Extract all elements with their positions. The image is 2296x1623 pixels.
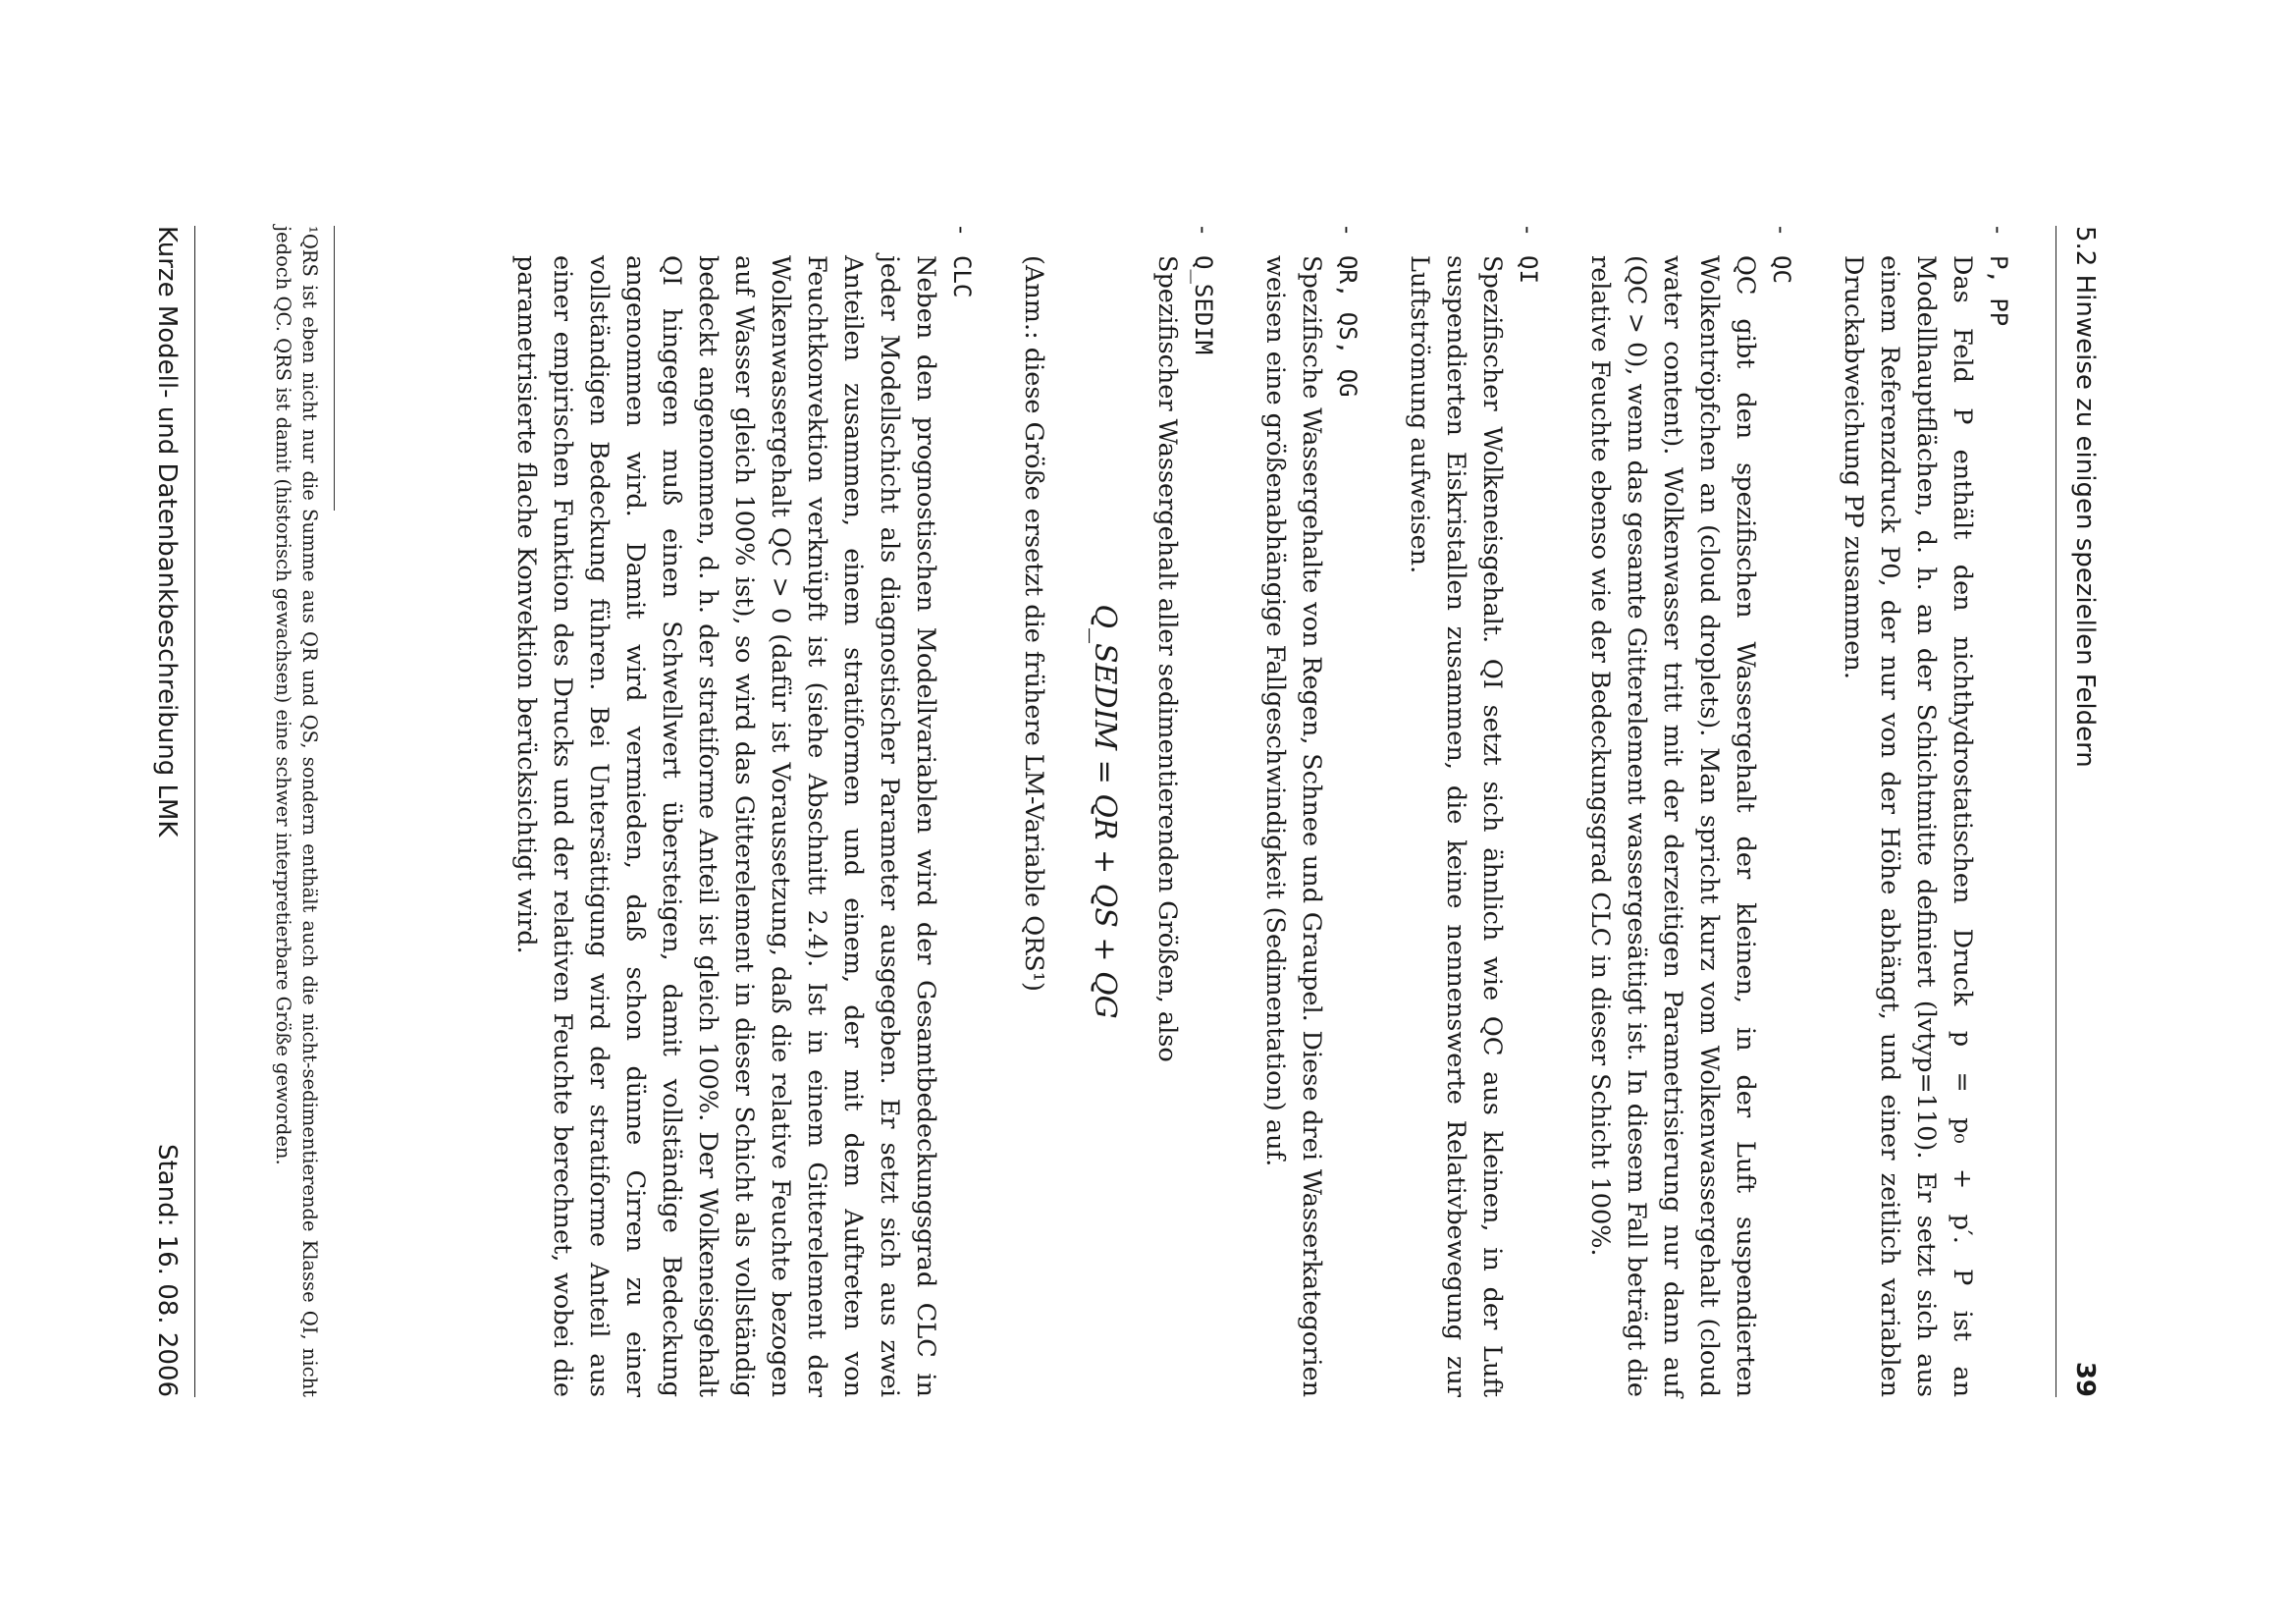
document-title: Kurze Modell- und Datenbankbeschreibung LMK xyxy=(152,226,182,838)
page-footer xyxy=(136,226,195,1397)
field-title: QC xyxy=(1768,255,1795,284)
field-description: Spezifischer Wolkeneisgehalt. QI setzt sich ähnlich wie QC aus kleinen, in der Luft suspendierten Eiskristallen zusammen, die keine nennenswerte Relativbewegung zur Luftströmung aufweisen. xyxy=(1405,255,1507,1397)
page-number: 39 xyxy=(2070,1361,2100,1397)
footnote-rule xyxy=(334,226,335,511)
field-item-clc: -CLC Neben den prognostischen Modellvariablen wird der Gesamtbedeckungsgrad CLC in jeder Modellschicht als diagnostischer Parameter ausgegeben. Er setzt sich aus zwei Anteilen zusammen, einem stratiformen und einem, der mit dem Auftreten von Feuchtkonvektion verknüpft ist (siehe Abschnitt 2.4). Ist in einem Gitterelement der Wolkenwassergehalt QC > 0 (dafür ist Voraussetzung, daß die relative Feuchte bezogen auf Wasser gleich 100% ist), so wird das Gitterelement in dieser Schicht als vollständig bedeckt angenommen, d. h. der stratiforme Anteil ist gleich 100%. Der Wolkeneisgehalt QI hingegen muß einen Schwellwert übersteigen, damit vollständige Bedeckung angenommen wird. Damit wird vermieden, daß schon dünne Cirren zu einer vollständigen Bedeckung führen. Bei Untersättigung wird der stratiforme Anteil aus einer empirischen Funktion des Drucks und der relativen Feuchte berechnet, wobei die parametrisierte flache Konvektion berücksichtigt wird. xyxy=(507,226,980,1397)
field-title: QR, QS, QG xyxy=(1334,255,1362,398)
page-header xyxy=(2060,226,2100,1397)
footer-rule xyxy=(194,226,195,1397)
field-title: Q_SEDIM xyxy=(1190,255,1217,355)
field-description: Neben den prognostischen Modellvariablen wird der Gesamtbedeckungsgrad CLC in jeder Modellschicht als diagnostischer Parameter ausgegeben. Er setzt sich aus zwei Anteilen zusammen, einem stratiformen und einem, der mit dem Auftreten von Feuchtkonvektion verknüpft ist (siehe Abschnitt 2.4). Ist in einem Gitterelement der Wolkenwassergehalt QC > 0 (dafür ist Voraussetzung, daß die relative Feuchte bezogen auf Wasser gleich 100% ist), so wird das Gitterelement in dieser Schicht als vollständig bedeckt angenommen, d. h. der stratiforme Anteil ist gleich 100%. Der Wolkeneisgehalt QI hingegen muß einen Schwellwert übersteigen, damit vollständige Bedeckung angenommen wird. Damit wird vermieden, daß schon dünne Cirren zu einer vollständigen Bedeckung führen. Bei Untersättigung wird der stratiforme Anteil aus einer empirischen Funktion des Drucks und der relativen Feuchte berechnet, wobei die parametrisierte flache Konvektion berücksichtigt wird. xyxy=(511,255,940,1397)
field-title: CLC xyxy=(948,255,976,298)
field-item-qc: -QC QC gibt den spezifischen Wassergehalt der kleinen, in der Luft suspendierten Wolkentröpfchen an (cloud droplets). Man spricht kurz vom Wolkenwassergehalt (cloud water content). Wolkenwasser tritt mit der derzeitigen Parametrisierung nur dann auf (QC > 0), wenn das gesamte Gitterelement wassergesättigt ist. In diesem Fall beträgt die relative Feuchte ebenso wie der Bedeckungsgrad CLC in dieser Schicht 100%. xyxy=(1581,226,1799,1397)
page-body xyxy=(472,226,2016,1397)
field-title: P, PP xyxy=(1985,255,2012,327)
field-title: QI xyxy=(1515,255,1542,284)
q-sedim-formula: Q_SEDIM = QR + QS + QG xyxy=(1088,604,1122,1019)
field-note: (Anm.: diese Größe ersetzt die frühere LM-Variable QRS¹) xyxy=(1019,255,1048,992)
field-item-qr-qs-qg: -QR, QS, QG Spezifische Wassergehalte von Regen, Schnee und Graupel. Diese drei Wasserkategorien weisen eine größenabhängige Fallgeschwindigkeit (Sedimentation) auf. xyxy=(1256,226,1365,1397)
field-description: Das Feld P enthält den nichthydrostatischen Druck p = p₀ + p′. P ist an Modellhauptflächen, d. h. an der Schichtmitte definiert (lvtyp=110). Er setzt sich aus einem Referenzdruck P0, der nur von der Höhe abhängt, und einer zeitlich variablen Druckabweichung PP zusammen. xyxy=(1839,255,1977,1397)
field-description: Spezifische Wassergehalte von Regen, Schnee und Graupel. Diese drei Wasserkategorien weisen eine größenabhängige Fallgeschwindigkeit (Sedimentation) auf. xyxy=(1260,255,1326,1397)
section-title: 5.2 Hinweise zu einigen speziellen Feldern xyxy=(2070,226,2100,768)
footnote: ¹QRS ist eben nicht nur die Summe aus QR und QS, sondern enthält auch die nicht-sedimentierende Klasse QI, nicht jedoch QC. QRS ist damit (historisch gewachsen) eine schwer interpretierbare Größe geworden. xyxy=(272,226,321,1397)
field-description: QC gibt den spezifischen Wassergehalt der kleinen, in der Luft suspendierten Wolkentröpfchen an (cloud droplets). Man spricht kurz vom Wolkenwassergehalt (cloud water content). Wolkenwasser tritt mit der derzeitigen Parametrisierung nur dann auf (QC > 0), wenn das gesamte Gitterelement wassergesättigt ist. In diesem Fall beträgt die relative Feuchte ebenso wie der Bedeckungsgrad CLC in dieser Schicht 100%. xyxy=(1585,255,1760,1397)
document-date: Stand: 16. 08. 2006 xyxy=(152,1143,182,1397)
field-item-p-pp: -P, PP Das Feld P enthält den nichthydrostatischen Druck p = p₀ + p′. P ist an Modellhauptflächen, d. h. an der Schichtmitte definiert (lvtyp=110). Er setzt sich aus einem Referenzdruck P0, der nur von der Höhe abhängt, und einer zeitlich variablen Druckabweichung PP zusammen. xyxy=(1835,226,2016,1397)
field-item-q-sedim: -Q_SEDIM Spezifischer Wassergehalt aller sedimentierenden Größen, also Q_SEDIM = QR + QS + QG (Anm.: diese Größe ersetzt die frühere LM-Variable QRS¹) xyxy=(1015,226,1221,1397)
field-item-qi: -QI Spezifischer Wolkeneisgehalt. QI setzt sich ähnlich wie QC aus kleinen, in der Luft suspendierten Eiskristallen zusammen, die keine nennenswerte Relativbewegung zur Luftströmung aufweisen. xyxy=(1401,226,1546,1397)
field-description: Spezifischer Wassergehalt aller sedimentierenden Größen, also xyxy=(1152,255,1182,1062)
